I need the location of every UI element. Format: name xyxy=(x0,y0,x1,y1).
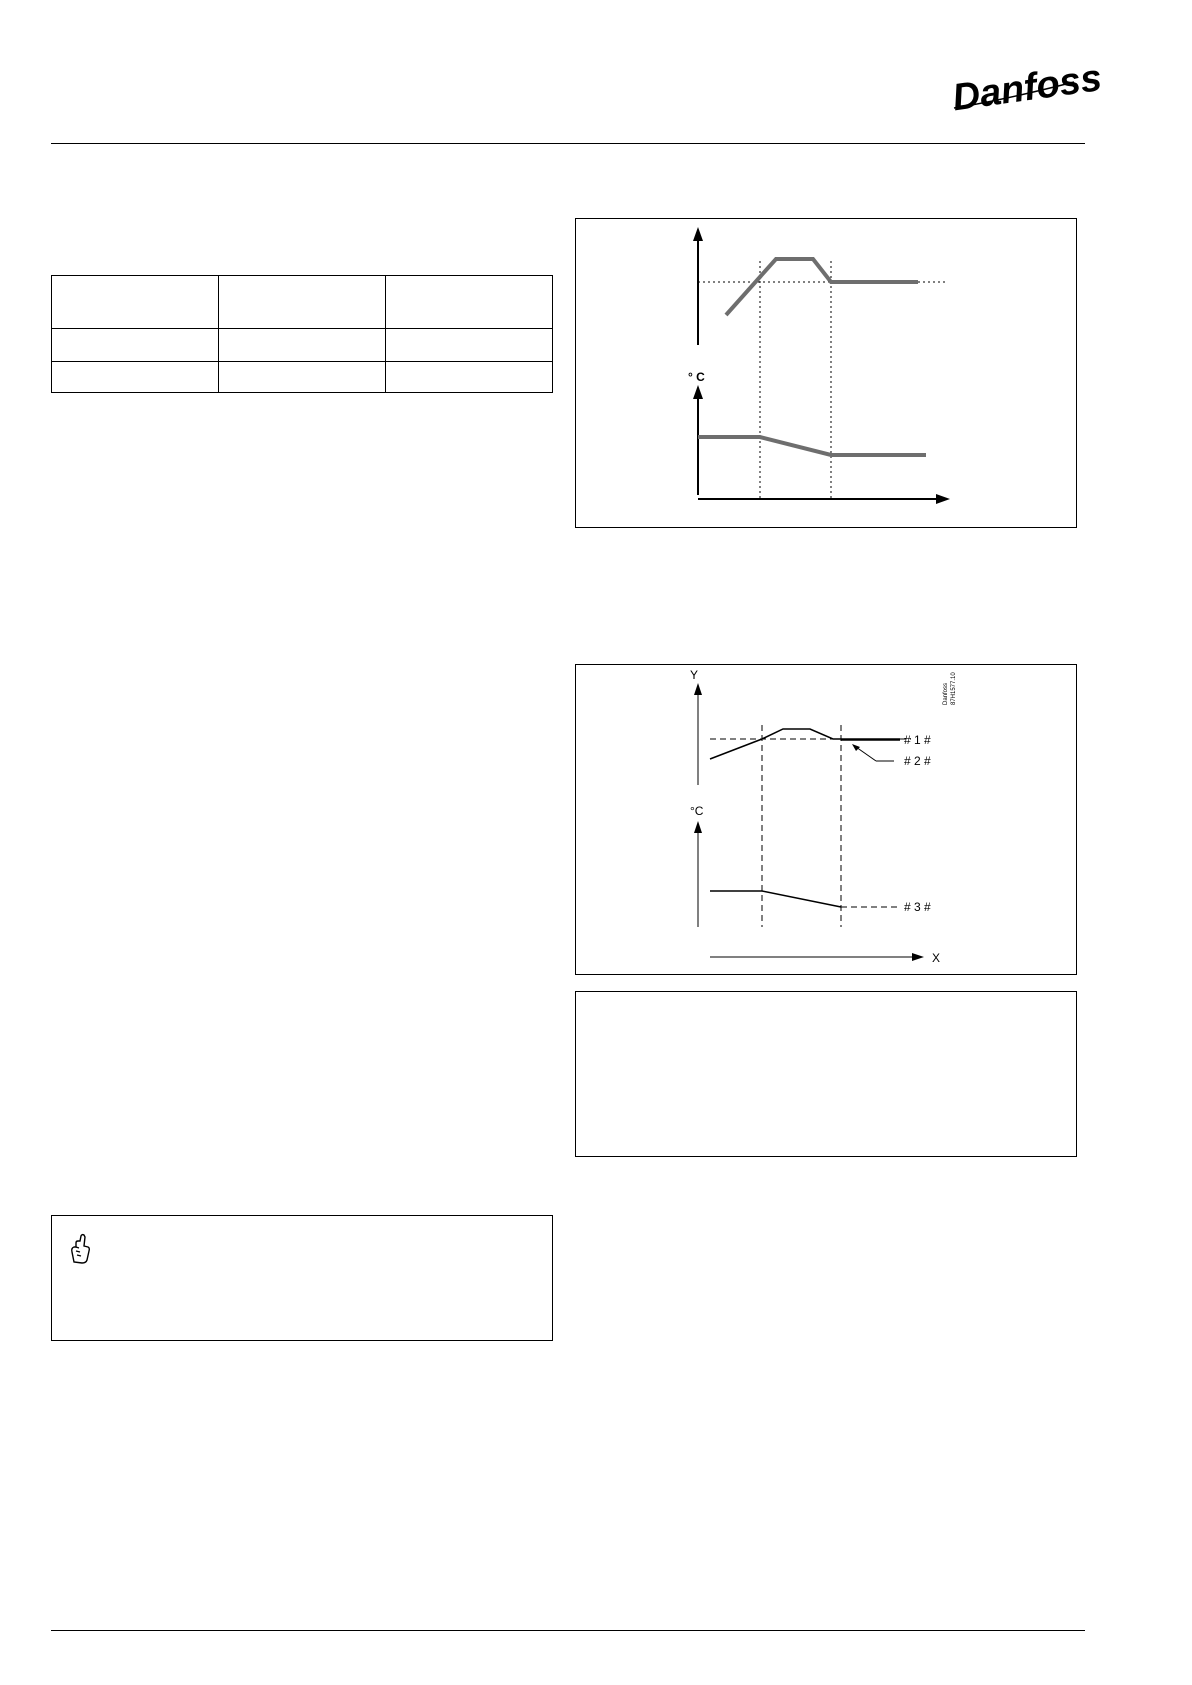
table-cell xyxy=(386,329,553,361)
y-axis-label: Y xyxy=(690,668,699,682)
lower-y-arrowhead xyxy=(693,385,703,399)
table-grid xyxy=(51,275,553,393)
table-cell xyxy=(386,361,553,392)
logo-text: Danfoss xyxy=(949,56,1105,120)
drawing-ref-number: 87H1577.10 xyxy=(951,672,957,705)
lower-y-arrowhead xyxy=(694,821,702,833)
table-cell xyxy=(52,276,219,329)
temperature-axis-label: °C xyxy=(690,804,704,818)
footer-rule xyxy=(51,1630,1085,1631)
danfoss-logo xyxy=(944,56,1105,120)
x-arrowhead xyxy=(936,494,950,504)
figure-2-caption-box xyxy=(575,991,1077,1157)
upper-curve xyxy=(726,259,918,315)
table-row xyxy=(52,276,553,329)
figure-2 xyxy=(575,664,1077,975)
figure-1-diagram xyxy=(576,219,1076,527)
callout-2: # 2 # xyxy=(904,754,931,768)
table-cell xyxy=(219,276,386,329)
upper-y-arrowhead xyxy=(694,683,702,695)
lower-curve xyxy=(698,437,926,455)
figure-1 xyxy=(575,218,1077,528)
note-box xyxy=(51,1215,553,1341)
temperature-axis-label: ° C xyxy=(688,370,705,384)
x-axis-label: X xyxy=(932,951,941,965)
callout-1: # 1 # xyxy=(904,733,931,747)
table-row xyxy=(52,329,553,361)
table-cell xyxy=(52,329,219,361)
lower-curve xyxy=(710,891,841,907)
table-cell xyxy=(219,361,386,392)
table-row xyxy=(52,361,553,392)
x-arrowhead xyxy=(912,953,924,961)
data-table xyxy=(51,275,553,393)
table-cell xyxy=(52,361,219,392)
callout-2-leader xyxy=(856,747,876,761)
table-cell xyxy=(219,329,386,361)
upper-y-arrowhead xyxy=(693,227,703,241)
header-rule xyxy=(51,143,1085,144)
upper-curve xyxy=(710,729,900,759)
pointing-hand-icon xyxy=(68,1234,94,1264)
callout-3: # 3 # xyxy=(904,900,931,914)
drawing-ref-company: Danfoss xyxy=(943,682,949,705)
callout-2-arrowhead xyxy=(852,744,860,751)
figure-2-diagram xyxy=(576,665,1076,974)
table-cell xyxy=(386,276,553,329)
